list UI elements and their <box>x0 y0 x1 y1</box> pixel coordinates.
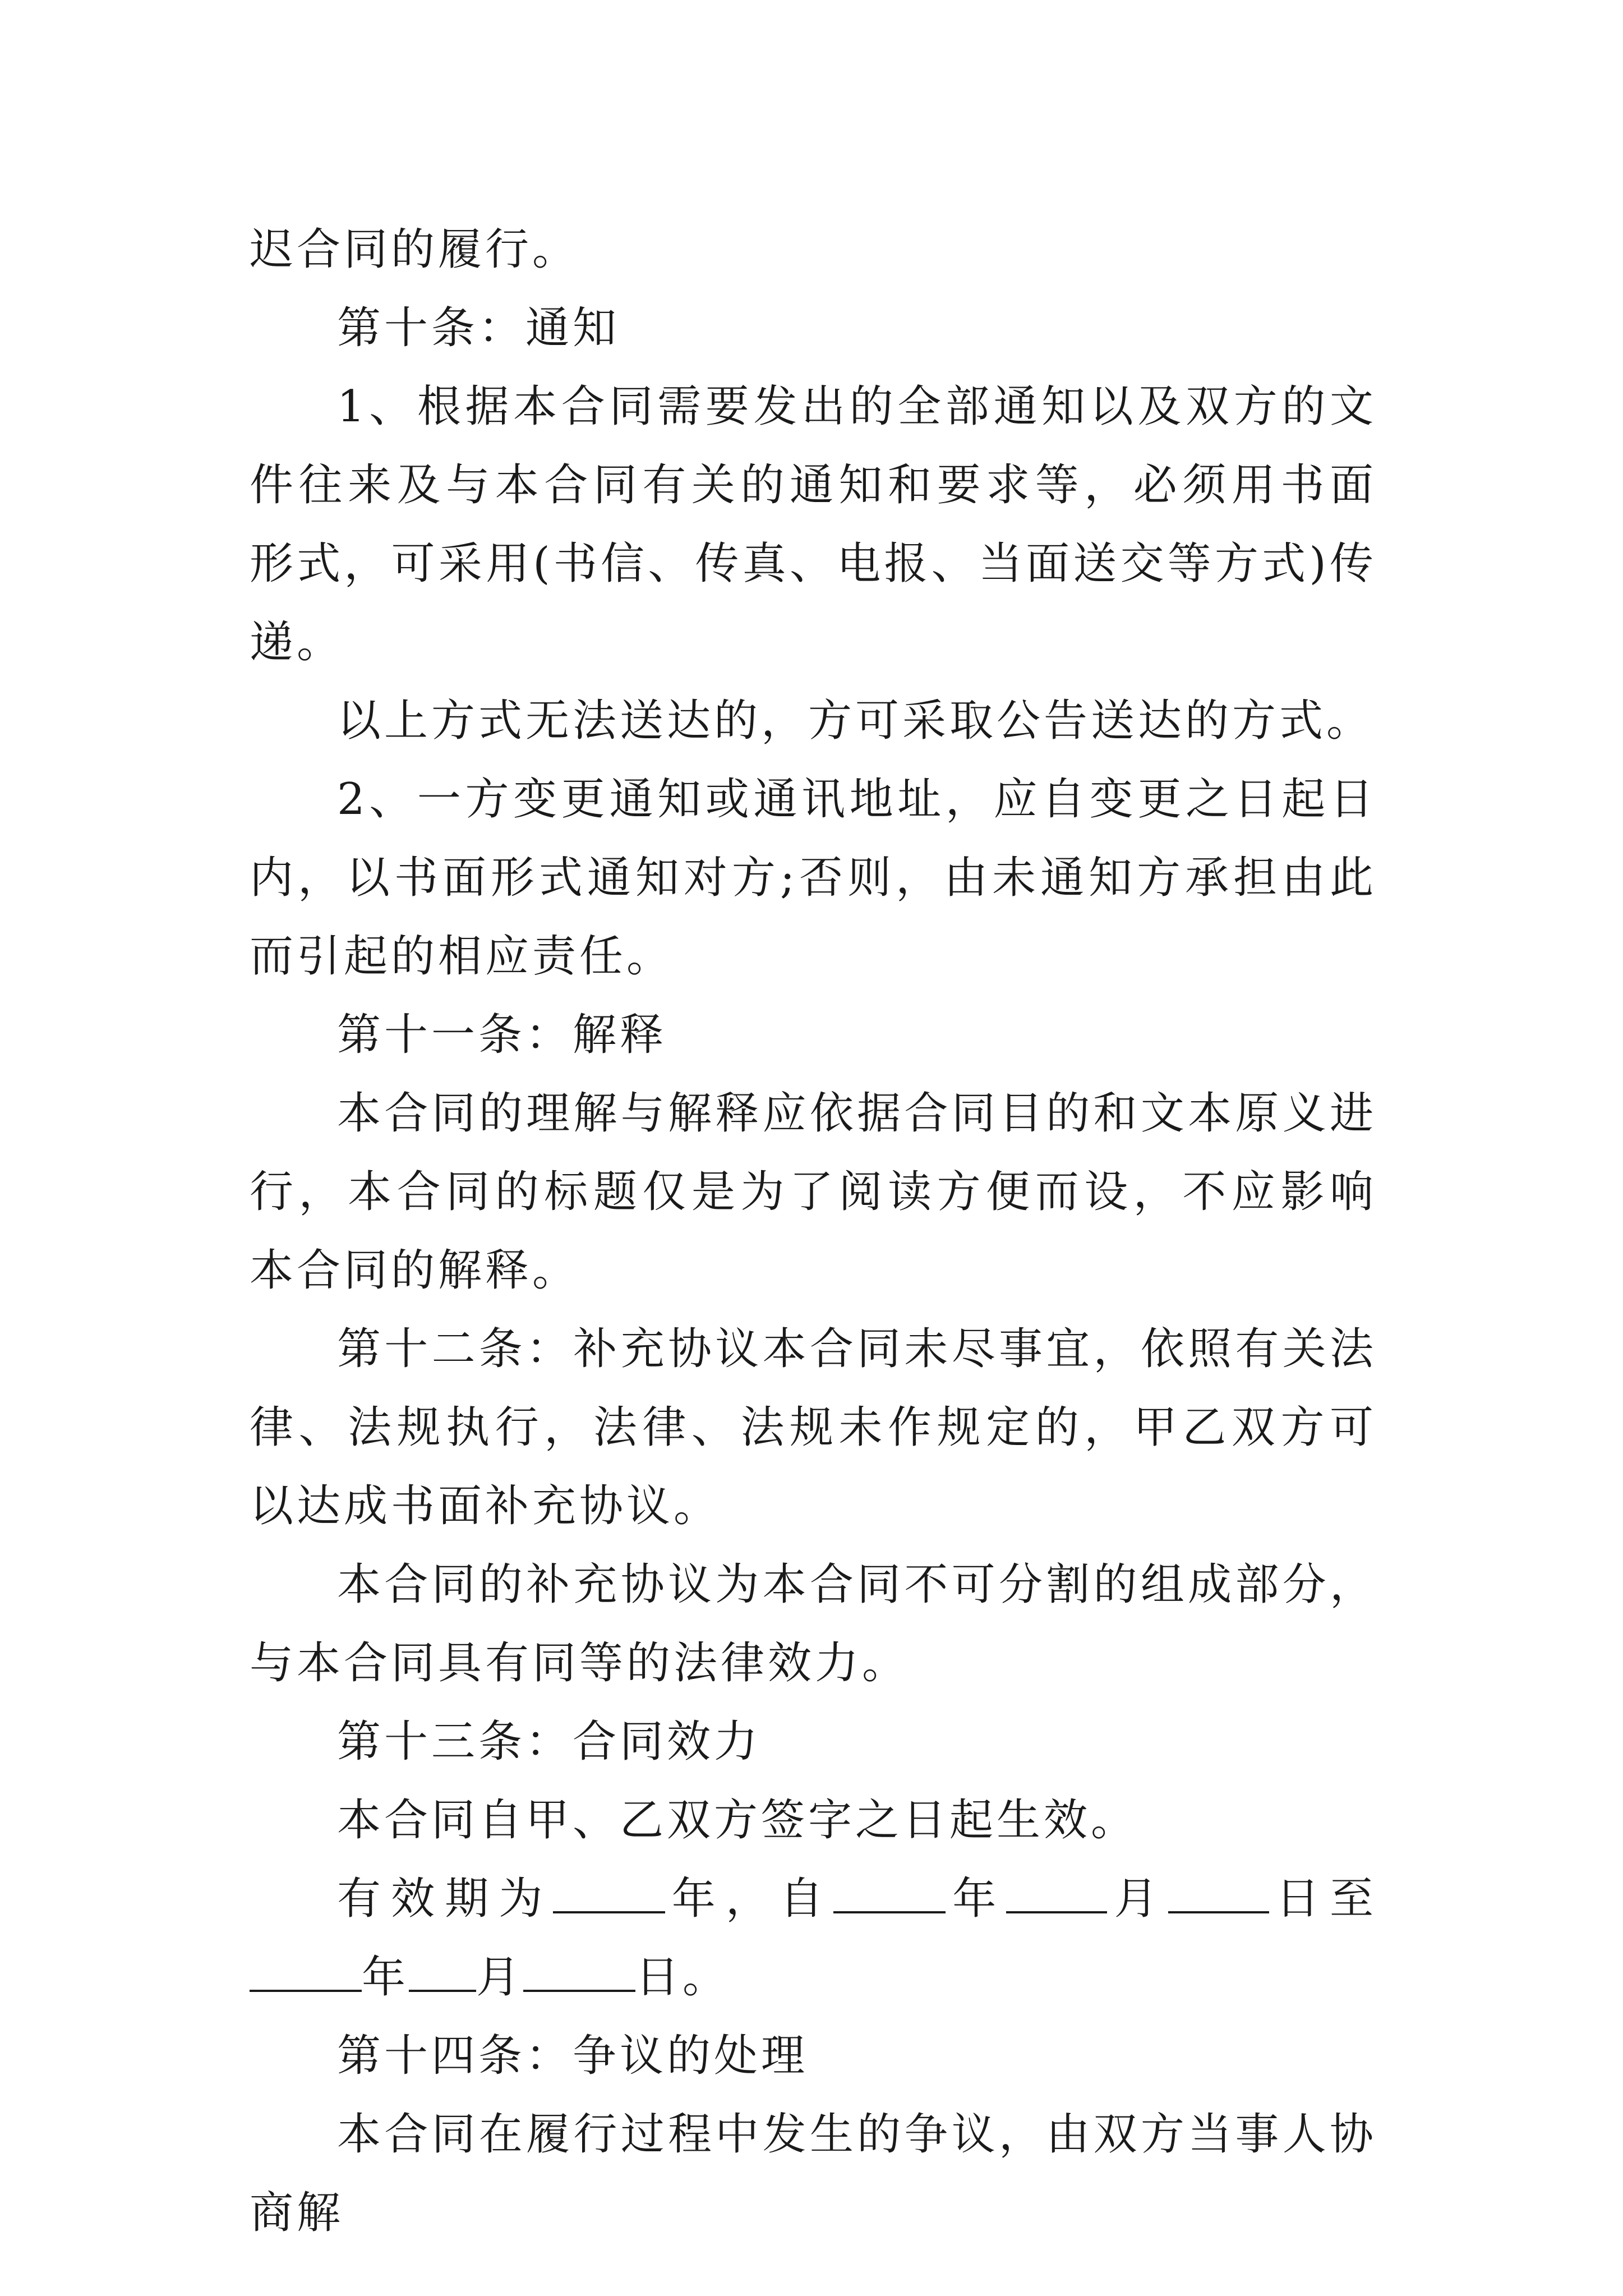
article-heading-14: 第十四条：争议的处理 <box>337 2031 809 2081</box>
paragraph-continuation: 迟合同的履行。 <box>250 224 580 275</box>
article-heading-10: 第十条：通知 <box>337 303 620 353</box>
validity-year-word: 年，自 <box>665 1874 834 1924</box>
article-heading-13: 第十三条：合同效力 <box>337 1717 762 1767</box>
validity-month-1: 月 <box>1107 1874 1168 1924</box>
clause-13-body: 本合同自甲、乙双方签字之日起生效。 <box>337 1795 1138 1846</box>
clause-14-body: 本合同在履行过程中发生的争议，由双方当事人协商解 <box>250 2109 1377 2238</box>
blank-end-year <box>250 1950 362 1992</box>
validity-month-2: 月 <box>476 1952 524 2003</box>
clause-10-1: 1、根据本合同需要发出的全部通知以及双方的文件往来及与本合同有关的通知和要求等，必须用书面形式，可采用(书信、传真、电报、当面送交等方式)传递。 <box>250 381 1377 668</box>
validity-day-end: 日。 <box>635 1952 730 2003</box>
blank-start-day <box>1168 1872 1269 1913</box>
validity-year-1: 年 <box>946 1874 1007 1924</box>
clause-12-note: 本合同的补充协议为本合同不可分割的组成部分，与本合同具有同等的法律效力。 <box>250 1559 1377 1688</box>
blank-end-day <box>523 1950 635 1992</box>
document-body <box>250 210 1377 2252</box>
validity-year-2: 年 <box>362 1952 409 2003</box>
blank-start-month <box>1006 1872 1107 1913</box>
clause-10-2: 2、一方变更通知或通讯地址，应自变更之日起日内，以书面形式通知对方;否则，由未通知方承担由此而引起的相应责任。 <box>250 774 1377 982</box>
blank-start-year <box>833 1872 946 1913</box>
clause-10-note: 以上方式无法送达的，方可采取公告送达的方式。 <box>337 696 1374 746</box>
clause-11-body: 本合同的理解与解释应依据合同目的和文本原义进行，本合同的标题仅是为了阅读方便而设，不应影响本合同的解释。 <box>250 1088 1377 1296</box>
validity-day-to: 日至 <box>1269 1874 1377 1924</box>
blank-years <box>553 1872 665 1913</box>
article-12-body: 第十二条：补充协议本合同未尽事宜，依照有关法律、法规执行，法律、法规未作规定的，甲乙双方可以达成书面补充协议。 <box>250 1324 1377 1531</box>
validity-prefix: 有效期为 <box>337 1874 553 1924</box>
blank-end-month <box>409 1950 476 1992</box>
validity-period-line <box>250 1860 1377 2017</box>
article-heading-11: 第十一条：解释 <box>337 1010 667 1060</box>
